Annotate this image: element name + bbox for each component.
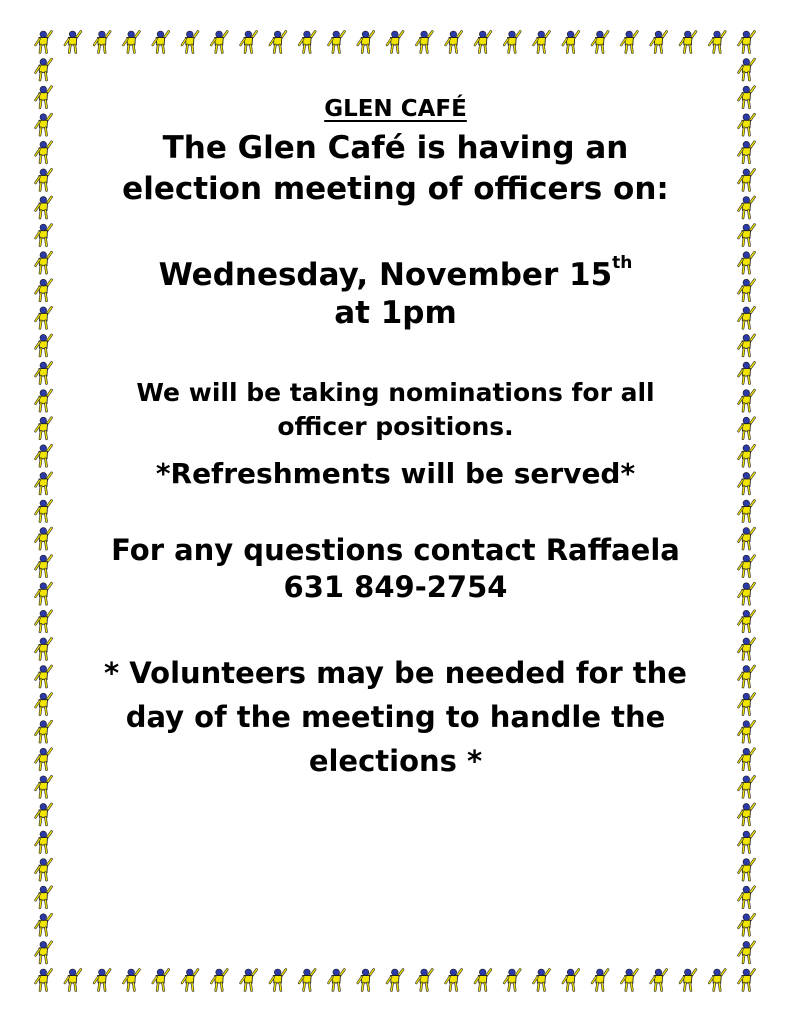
- waving-person-icon: [739, 693, 755, 715]
- page-title: GLEN CAFÉ: [324, 96, 467, 122]
- meeting-day-text: Wednesday, November 15: [158, 257, 613, 293]
- waving-person-icon: [241, 969, 257, 991]
- waving-person-icon: [680, 31, 696, 53]
- waving-person-icon: [592, 31, 608, 53]
- waving-person-icon: [739, 334, 755, 356]
- flyer-content: [70, 96, 721, 783]
- waving-person-icon: [739, 169, 755, 191]
- volunteers-line-1: * Volunteers may be needed for the: [104, 656, 687, 690]
- waving-person-icon: [36, 583, 52, 605]
- waving-person-icon: [36, 859, 52, 881]
- waving-person-icon: [36, 941, 52, 963]
- waving-person-icon: [358, 969, 374, 991]
- waving-person-icon: [36, 721, 52, 743]
- waving-person-icon: [36, 472, 52, 494]
- waving-person-icon: [651, 969, 667, 991]
- waving-person-icon: [739, 583, 755, 605]
- waving-person-icon: [739, 969, 755, 991]
- waving-person-icon: [36, 31, 52, 53]
- waving-person-icon: [533, 31, 549, 53]
- contact-phone: 631 849-2754: [283, 570, 508, 604]
- waving-person-icon: [36, 390, 52, 412]
- waving-person-icon: [739, 141, 755, 163]
- announcement-line-2: election meeting of officers on:: [122, 171, 669, 207]
- waving-person-icon: [36, 666, 52, 688]
- waving-person-icon: [739, 859, 755, 881]
- waving-person-icon: [123, 969, 139, 991]
- waving-person-icon: [563, 31, 579, 53]
- waving-person-icon: [36, 224, 52, 246]
- waving-person-icon: [739, 886, 755, 908]
- waving-person-icon: [36, 638, 52, 660]
- waving-person-icon: [739, 500, 755, 522]
- waving-person-icon: [739, 362, 755, 384]
- waving-person-icon: [36, 914, 52, 936]
- waving-person-icon: [36, 969, 52, 991]
- waving-person-icon: [270, 969, 286, 991]
- waving-person-icon: [387, 969, 403, 991]
- contact-info: [70, 532, 721, 606]
- waving-person-icon: [358, 31, 374, 53]
- waving-person-icon: [153, 31, 169, 53]
- waving-person-icon: [387, 31, 403, 53]
- waving-person-icon: [739, 197, 755, 219]
- waving-person-icon: [36, 610, 52, 632]
- waving-person-icon: [709, 969, 725, 991]
- waving-person-icon: [739, 390, 755, 412]
- waving-person-icon: [709, 31, 725, 53]
- waving-person-icon: [416, 31, 432, 53]
- waving-person-icon: [504, 31, 520, 53]
- waving-person-icon: [739, 638, 755, 660]
- waving-person-icon: [739, 721, 755, 743]
- contact-line: For any questions contact Raffaela: [111, 533, 680, 567]
- waving-person-icon: [36, 528, 52, 550]
- waving-person-icon: [211, 969, 227, 991]
- waving-person-icon: [65, 31, 81, 53]
- waving-person-icon: [739, 59, 755, 81]
- waving-person-icon: [36, 86, 52, 108]
- waving-person-icon: [241, 31, 257, 53]
- waving-person-icon: [563, 969, 579, 991]
- volunteers-note: [70, 651, 721, 783]
- waving-person-icon: [621, 969, 637, 991]
- waving-person-icon: [36, 169, 52, 191]
- waving-person-icon: [36, 59, 52, 81]
- waving-person-icon: [328, 31, 344, 53]
- waving-person-icon: [592, 969, 608, 991]
- waving-person-icon: [299, 969, 315, 991]
- nominations-line-2: officer positions.: [277, 412, 514, 441]
- waving-person-icon: [36, 831, 52, 853]
- date-suffix: th: [612, 253, 633, 273]
- meeting-time: at 1pm: [334, 295, 457, 331]
- waving-person-icon: [739, 417, 755, 439]
- waving-person-icon: [739, 610, 755, 632]
- waving-person-icon: [36, 886, 52, 908]
- waving-person-icon: [739, 666, 755, 688]
- meeting-date: [70, 253, 721, 332]
- waving-person-icon: [36, 776, 52, 798]
- waving-person-icon: [299, 31, 315, 53]
- waving-person-icon: [651, 31, 667, 53]
- waving-person-icon: [36, 197, 52, 219]
- waving-person-icon: [416, 969, 432, 991]
- waving-person-icon: [446, 31, 462, 53]
- waving-person-icon: [680, 969, 696, 991]
- waving-person-icon: [475, 969, 491, 991]
- waving-person-icon: [739, 445, 755, 467]
- waving-person-icon: [36, 417, 52, 439]
- waving-person-icon: [739, 555, 755, 577]
- waving-person-icon: [182, 969, 198, 991]
- waving-person-icon: [739, 803, 755, 825]
- volunteers-line-2: day of the meeting to handle the: [125, 700, 666, 734]
- waving-person-icon: [328, 969, 344, 991]
- waving-person-icon: [36, 803, 52, 825]
- waving-person-icon: [153, 969, 169, 991]
- refreshments-note: *Refreshments will be served*: [155, 457, 636, 490]
- waving-person-icon: [211, 31, 227, 53]
- waving-person-icon: [36, 252, 52, 273]
- waving-person-icon: [739, 224, 755, 246]
- waving-person-icon: [36, 114, 52, 136]
- waving-person-icon: [36, 500, 52, 522]
- nominations-line-1: We will be taking nominations for all: [136, 378, 655, 407]
- waving-person-icon: [739, 831, 755, 853]
- waving-person-icon: [475, 31, 491, 53]
- waving-person-icon: [36, 362, 52, 384]
- waving-person-icon: [739, 941, 755, 963]
- waving-person-icon: [739, 748, 755, 770]
- announcement-line-1: The Glen Café is having an: [162, 130, 629, 166]
- waving-person-icon: [739, 31, 755, 53]
- waving-person-icon: [36, 307, 52, 329]
- nominations-note: [70, 376, 721, 444]
- waving-person-icon: [270, 31, 286, 53]
- waving-person-icon: [36, 693, 52, 715]
- waving-person-icon: [182, 31, 198, 53]
- meeting-announcement: [70, 128, 721, 210]
- waving-person-icon: [739, 114, 755, 136]
- waving-person-icon: [739, 307, 755, 329]
- waving-person-icon: [123, 31, 139, 53]
- waving-person-icon: [739, 914, 755, 936]
- waving-person-icon: [36, 334, 52, 356]
- waving-person-icon: [739, 86, 755, 108]
- waving-person-icon: [36, 141, 52, 163]
- waving-person-icon: [739, 279, 755, 301]
- waving-person-icon: [65, 969, 81, 991]
- waving-person-icon: [621, 31, 637, 53]
- waving-person-icon: [739, 252, 755, 273]
- waving-person-icon: [533, 969, 549, 991]
- waving-person-icon: [739, 776, 755, 798]
- waving-person-icon: [94, 31, 110, 53]
- waving-person-icon: [36, 555, 52, 577]
- waving-person-icon: [739, 528, 755, 550]
- waving-person-icon: [739, 472, 755, 494]
- waving-person-icon: [446, 969, 462, 991]
- waving-person-icon: [36, 748, 52, 770]
- waving-person-icon: [36, 445, 52, 467]
- waving-person-icon: [94, 969, 110, 991]
- waving-person-icon: [504, 969, 520, 991]
- meeting-day: [70, 253, 721, 294]
- waving-person-icon: [36, 279, 52, 301]
- volunteers-line-3: elections *: [308, 744, 483, 778]
